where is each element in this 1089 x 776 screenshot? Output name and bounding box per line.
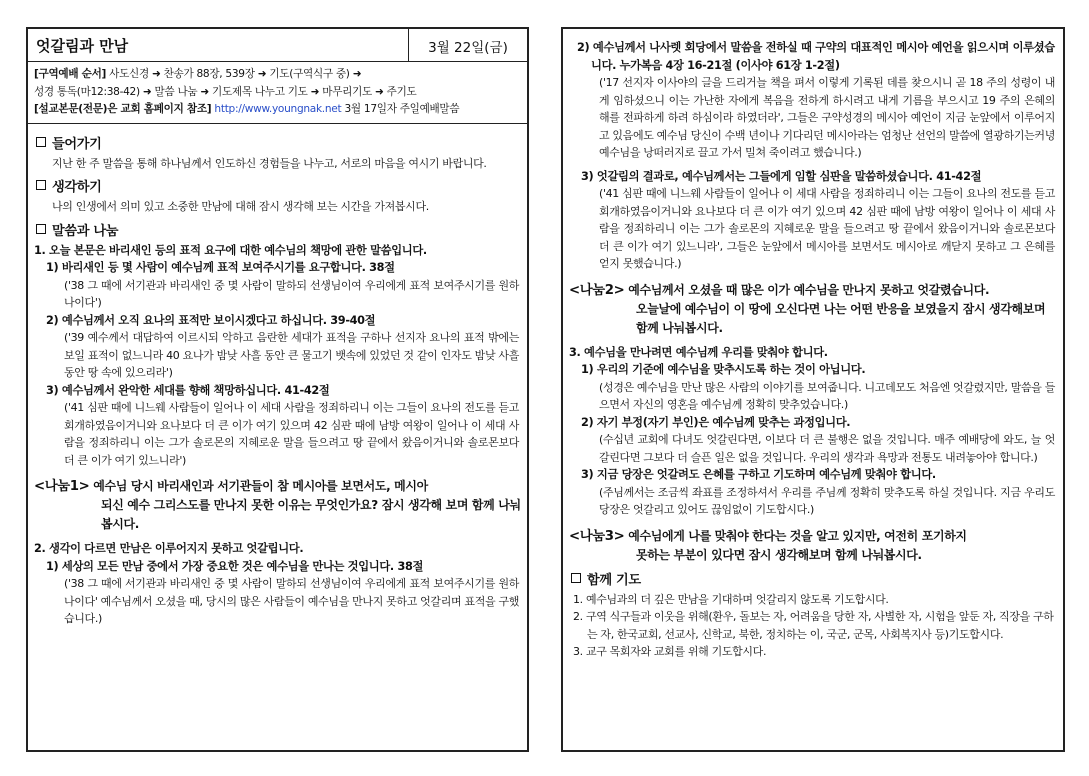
sharing-tag: <나눔1>: [34, 479, 90, 494]
header: [28, 29, 527, 62]
sharing-tag: <나눔2>: [569, 282, 625, 298]
prayer-item: 3. 교구 목회자와 교회를 위해 기도합시다.: [573, 645, 767, 658]
point-1-2: 2) 예수님께서 오직 요나의 표적만 보이시겠다고 하십니다. 39-40절: [46, 313, 376, 327]
sharing-2: [569, 281, 1057, 338]
checkbox-icon: [36, 224, 46, 234]
point-3-3: 3) 지금 당장은 엇갈려도 은혜를 구하고 기도하며 예수님께 맞춰야 합니다.: [581, 468, 936, 481]
point-1: 1. 오늘 본문은 바리새인 등의 표적 요구에 대한 예수님의 책망에 관한 말씀입니다.: [34, 243, 427, 257]
point-1-1: 1) 바리새인 등 몇 사람이 예수님께 표적 보여주시기를 요구합니다. 38절: [46, 261, 395, 274]
prayer-item: 1. 예수님과의 더 깊은 만남을 기대하며 엇갈리지 않도록 기도합시다.: [573, 592, 889, 606]
section-title: 함께 기도: [587, 572, 641, 588]
sharing-3: [569, 527, 1057, 565]
point-2-3: 3) 엇갈림의 결과로, 예수님께서는 그들에게 임할 심판을 말씀하셨습니다. 41-42절: [581, 169, 982, 183]
section-think: [34, 178, 521, 198]
think-text: 나의 인생에서 의미 있고 소중한 만남에 대해 잠시 생각해 보는 시간을 가져봅시다.: [52, 200, 429, 213]
sermon-tail: 3월 17일자 주일예배말씀: [341, 103, 460, 115]
left-page: [26, 27, 529, 752]
point-2-1: 1) 세상의 모든 만남 중에서 가장 중요한 것은 예수님을 만나는 것입니다. 38절: [46, 559, 424, 573]
quote-2-3: ('41 심판 때에 니느웨 사람들이 일어나 이 세대 사람을 정죄하리니 이는 그들이 요나의 전도를 듣고 회개하였음이거니와 요나보다 더 큰 이가 여기 있으며 42 심판 때에 남방 여왕이 일어나 이 세대 사람을 정죄하리니 이는 그가 솔로몬의 지혜로운 말을 들으려고 땅 끝에서 왔음이거니와 솔로몬보다 더 큰 이가 여기 있느니라', 그들은 눈앞에서 메시아를 보면서도 메시아로 깨닫지 못하고 그 은혜를 얻지 못했습니다.): [599, 187, 1055, 270]
quote-1-3: ('41 심판 때에 니느웨 사람들이 일어나 이 세대 사람을 정죄하리니 이는 그들이 요나의 전도를 듣고 회개하였음이거니와 요나보다 더 큰 이가 여기 있으며 42 심판 때에 남방 여왕이 일어나 이 세대 사람을 정죄하리니 이는 그가 솔로몬의 지혜로운 말을 들으려고 땅 끝에서 왔음이거니와 솔로몬보다 더 큰 이가 여기 있느니라'): [64, 401, 519, 467]
section-intro: [34, 135, 521, 155]
checkbox-icon: [571, 573, 581, 583]
right-page: [561, 27, 1065, 752]
checkbox-icon: [36, 137, 46, 147]
point-3-1: 1) 우리의 기준에 예수님을 맞추시도록 하는 것이 아닙니다.: [581, 363, 866, 376]
point-3-2: 2) 자기 부정(자기 부인)은 예수님께 맞추는 과정입니다.: [581, 415, 851, 429]
point-1-3: 3) 예수님께서 완악한 세대를 향해 책망하십니다. 41-42절: [46, 383, 330, 397]
sharing-text: 예수님께서 오셨을 때 많은 이가 예수님을 만나지 못하고 엇갈렸습니다.: [624, 282, 990, 297]
order-line2: 성경 통독(마12:38-42) ➜ 말씀 나눔 ➜ 기도제목 나누고 기도 ➜ 마무리기도 ➜ 주기도: [34, 85, 417, 98]
sharing-text-cont: 못하는 부분이 있다면 잠시 생각해보며 함께 나눠봅시다.: [636, 547, 922, 562]
sharing-tag: <나눔3>: [569, 528, 625, 544]
point-3: 3. 예수님을 만나려면 예수님께 우리를 맞춰야 합니다.: [569, 345, 828, 359]
sermon-label: [설교본문(전문)은 교회 홈페이지 참조]: [34, 103, 212, 115]
quote-2-1: ('38 그 때에 서기관과 바리새인 중 몇 사람이 말하되 선생님이여 우리에게 표적 보여주시기를 원하나이다' 예수님께서 오셨을 때, 당시의 많은 사람들이 예수님을 만나지 못하고 엇갈리며 표적을 구했습니다.): [64, 577, 519, 625]
quote-1-2: ('39 예수께서 대답하여 이르시되 악하고 음란한 세대가 표적을 구하나 선지자 요나의 표적 밖에는 보일 표적이 없느니라 40 요나가 밤낮 사흘 동안 큰 물고기 뱃속에 있었던 것 같이 인자도 밤낮 사흘 동안 땅 속에 있으리라'): [64, 331, 519, 379]
sharing-text-cont: 오늘날에 예수님이 이 땅에 오신다면 나는 어떤 반응을 보였을지 잠시 생각해보며 함께 나눠봅시다.: [636, 301, 1046, 335]
page-date: 3월 22일(금): [428, 40, 508, 56]
order-label: [구역예배 순서]: [34, 68, 107, 80]
page-title: 엇갈림과 만남: [28, 29, 409, 61]
point-2-2: 2) 예수님께서 나사렛 회당에서 말씀을 전하실 때 구약의 대표적인 메시아 예언을 읽으시며 이루셨습니다. 누가복음 4장 16-21절 (이사야 61장 1-2절): [577, 41, 1055, 72]
section-word: [34, 222, 521, 242]
quote-1-1: ('38 그 때에 서기관과 바리새인 중 몇 사람이 말하되 선생님이여 우리에게 표적 보여주시기를 원하나이다'): [64, 278, 519, 309]
order-line1: 사도신경 ➜ 찬송가 88장, 539장 ➜ 기도(구역식구 중) ➜: [106, 68, 362, 80]
section-prayer: [569, 571, 1057, 591]
prayer-item: 2. 구역 식구들과 이웃을 위해(환우, 돌보는 자, 어려움을 당한 자, 사별한 자, 시험을 앞둔 자, 직장을 구하는 자, 한국교회, 선교사, 신학교, 북한, 정치하는 이, 국군, 군목, 사회복지사 등)기도합시다.: [573, 610, 1054, 641]
homepage-link[interactable]: http://www.youngnak.net: [214, 103, 342, 115]
sharing-text-cont: 되신 예수 그리스도를 만나지 못한 이유는 무엇인가요? 잠시 생각해 보며 함께 나눠봅시다.: [101, 498, 521, 531]
checkbox-icon: [36, 180, 46, 190]
worship-order: [28, 62, 527, 124]
quote-3-2: (수십년 교회에 다녀도 엇갈린다면, 이보다 더 큰 불행은 없을 것입니다. 매주 예배당에 와도, 늘 엇갈린다면 그보다 더 슬픈 일은 없을 것입니다. 우리의 생각과 욕망과 전통도 내려놓아야 합니다.): [599, 433, 1055, 464]
left-content: [28, 124, 527, 628]
quote-2-2: ('17 선지자 이사야의 글을 드리거늘 책을 펴서 이렇게 기록된 데를 찾으시니 곧 18 주의 성령이 내게 임하셨으니 이는 가난한 자에게 복음을 전하게 하시려고 내게 기름을 부으시고 19 주의 은혜의 해를 전파하게 하려 하심이라 하였더라', 그들은 구약성경의 메시아 예언이 지금 눈앞에서 이루어지고 있음에도 예수님 당신이 수백 년이나 기다리던 메시아라는 엄청난 선언의 말씀에 열광하기는커녕 예수님을 낭떠러지로 끌고 가서 밀쳐 죽이려고 했습니다.): [599, 76, 1055, 159]
right-content: [563, 29, 1063, 661]
section-title: 들어가기: [52, 136, 102, 152]
point-2: 2. 생각이 다르면 만남은 이루어지지 못하고 엇갈립니다.: [34, 542, 304, 555]
section-title: 말씀과 나눔: [52, 223, 119, 239]
quote-3-3: (주님께서는 조금씩 좌표를 조정하셔서 우리를 주님께 정확히 맞추도록 하실 것입니다. 지금 우리도 당장은 엇갈리고 있어도 끊임없이 기도합시다.): [599, 485, 1055, 516]
quote-3-1: (성경은 예수님을 만난 많은 사람의 이야기를 보여줍니다. 니고데모도 처음엔 엇갈렸지만, 말씀을 들으면서 자신의 영혼을 예수님께 정확히 맞추었습니다.): [599, 380, 1055, 411]
sharing-text: 예수님에게 나를 맞춰야 한다는 것을 알고 있지만, 여전히 포기하지: [624, 528, 967, 543]
section-title: 생각하기: [52, 180, 102, 195]
sharing-text: 예수님 당시 바리새인과 서기관들이 참 메시아를 보면서도, 메시아: [89, 479, 428, 493]
sharing-1: [34, 477, 521, 534]
intro-text: 지난 한 주 말씀을 통해 하나님께서 인도하신 경험들을 나누고, 서로의 마음을 여시기 바랍니다.: [52, 156, 487, 170]
